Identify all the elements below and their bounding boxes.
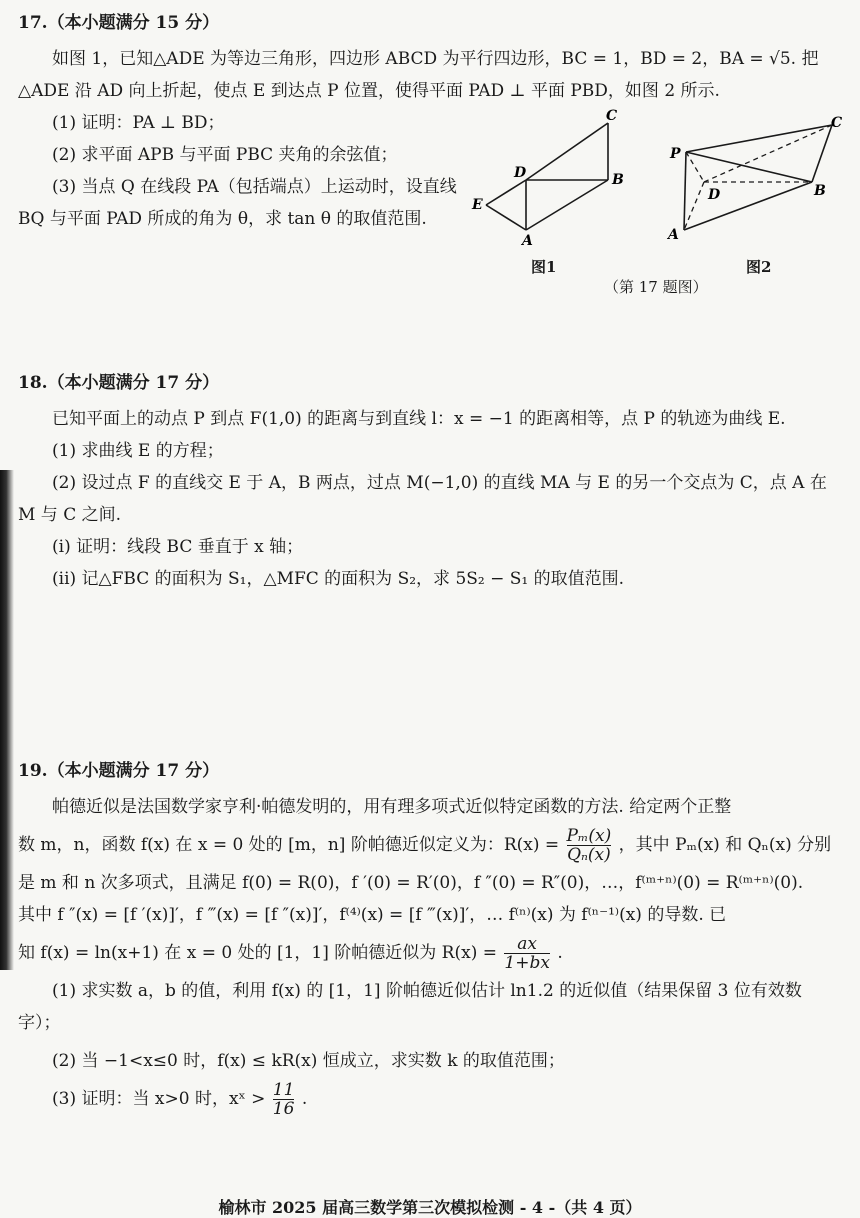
fig2-label-c: C <box>831 115 843 131</box>
ratio-fraction <box>273 1081 295 1118</box>
q19-line3: 是 m 和 n 次多项式，且满足 f(0) = R(0)，f ′(0) = R′(0)，f ″(0) = R″(0)，…，f⁽ᵐ⁺ⁿ⁾(0) = R⁽ᵐ⁺ⁿ⁾(0). <box>18 873 804 893</box>
pade-numerator: Pₘ(x) <box>566 826 612 846</box>
q19-line2-tail: ，其中 Pₘ(x) 和 Qₙ(x) 分别 <box>618 835 832 855</box>
r-fraction <box>504 935 550 972</box>
q19-line5 <box>18 931 844 975</box>
pade-fraction <box>567 827 612 864</box>
fig1-label-c: C <box>606 108 618 124</box>
page-edge-shadow <box>0 470 14 970</box>
q19-part3-tail: . <box>301 1089 308 1109</box>
fig2-label-b: B <box>814 183 826 199</box>
figure-2-diagram <box>664 110 849 245</box>
q19-line2-text: 数 m，n，函数 f(x) 在 x = 0 处的 [m，n] 阶帕德近似定义为：R(x) = <box>18 835 560 855</box>
fig2-label-d: D <box>708 187 721 203</box>
fig1-label-d: D <box>514 165 527 181</box>
q19-part3-text: (3) 证明：当 x>0 时，xˣ > <box>52 1089 266 1109</box>
q19-line5-tail: . <box>557 943 563 963</box>
q19-part1: (1) 求实数 a，b 的值，利用 f(x) 的 [1，1] 阶帕德近似估计 ln1.2 的近似值（结果保留 3 位有效数字）； <box>18 981 802 1033</box>
q18-part2-i: (i) 证明：线段 BC 垂直于 x 轴； <box>52 537 304 557</box>
fig2-label-p: P <box>670 146 681 162</box>
q17-part1: (1) 证明：PA ⊥ BD； <box>52 113 225 133</box>
fig1-label-b: B <box>612 172 624 188</box>
q17-heading: 17.（本小题满分 15 分） <box>18 13 220 33</box>
figure-1-diagram <box>466 105 636 255</box>
fig1-label-e: E <box>472 197 483 213</box>
q18-heading: 18.（本小题满分 17 分） <box>18 373 220 393</box>
fig2-caption: 图2 <box>746 258 772 276</box>
question-18 <box>18 368 844 595</box>
q19-line2 <box>18 823 844 867</box>
q19-line5-text: 知 f(x) = ln(x+1) 在 x = 0 处的 [1，1] 阶帕德近似为 R(x) = <box>18 943 497 963</box>
q17-part3: (3) 当点 Q 在线段 PA（包括端点）上运动时，设直线 BQ 与平面 PAD 所成的角为 θ，求 tan θ 的取值范围. <box>18 177 457 229</box>
q19-line4: 其中 f ″(x) = [f ′(x)]′，f ‴(x) = [f ″(x)]′，f⁽⁴⁾(x) = [f ‴(x)]′，… f⁽ⁿ⁾(x) 为 f⁽ⁿ⁻¹⁾(x) 的导数. 已 <box>18 905 727 925</box>
ratio-denominator: 16 <box>272 1099 295 1119</box>
q19-part3 <box>18 1077 844 1121</box>
figure-caption: （第 17 题图） <box>604 278 708 296</box>
q17-part2: (2) 求平面 APB 与平面 PBC 夹角的余弦值； <box>52 145 398 165</box>
r-denominator: 1+bx <box>504 953 550 973</box>
fig1-label-a: A <box>522 233 533 249</box>
page-footer: 榆林市 2025 届高三数学第三次模拟检测 - 4 -（共 4 页） <box>218 1198 642 1217</box>
pade-denominator: Qₙ(x) <box>567 845 611 865</box>
question-19 <box>18 756 844 1121</box>
q18-part2-ii: (ii) 记△FBC 的面积为 S₁，△MFC 的面积为 S₂，求 5S₂ − S₁ 的取值范围. <box>52 569 625 589</box>
fig1-caption: 图1 <box>531 258 557 276</box>
q18-part1: (1) 求曲线 E 的方程； <box>52 441 224 461</box>
q18-part2: (2) 设过点 F 的直线交 E 于 A，B 两点，过点 M(−1,0) 的直线 MA 与 E 的另一个交点为 C，点 A 在 M 与 C 之间. <box>18 473 827 525</box>
q18-intro: 已知平面上的动点 P 到点 F(1,0) 的距离与到直线 l：x = −1 的距离相等，点 P 的轨迹为曲线 E. <box>52 409 786 429</box>
r-numerator: ax <box>504 935 550 954</box>
q19-part2: (2) 当 −1<x≤0 时，f(x) ≤ kR(x) 恒成立，求实数 k 的取值范围； <box>52 1051 565 1071</box>
q19-line1: 帕德近似是法国数学家亨利·帕德发明的，用有理多项式近似特定函数的方法. 给定两个正整 <box>52 797 732 817</box>
q19-heading: 19.（本小题满分 17 分） <box>18 761 220 781</box>
fig2-label-a: A <box>668 227 679 243</box>
ratio-numerator: 11 <box>272 1080 295 1100</box>
q17-intro: 如图 1，已知△ADE 为等边三角形，四边形 ABCD 为平行四边形，BC = 1，BD = 2，BA = √5. 把△ADE 沿 AD 向上折起，使点 E 到达点 P 位置，使得平面 PAD ⊥ 平面 PBD，如图 2 所示. <box>18 49 819 101</box>
